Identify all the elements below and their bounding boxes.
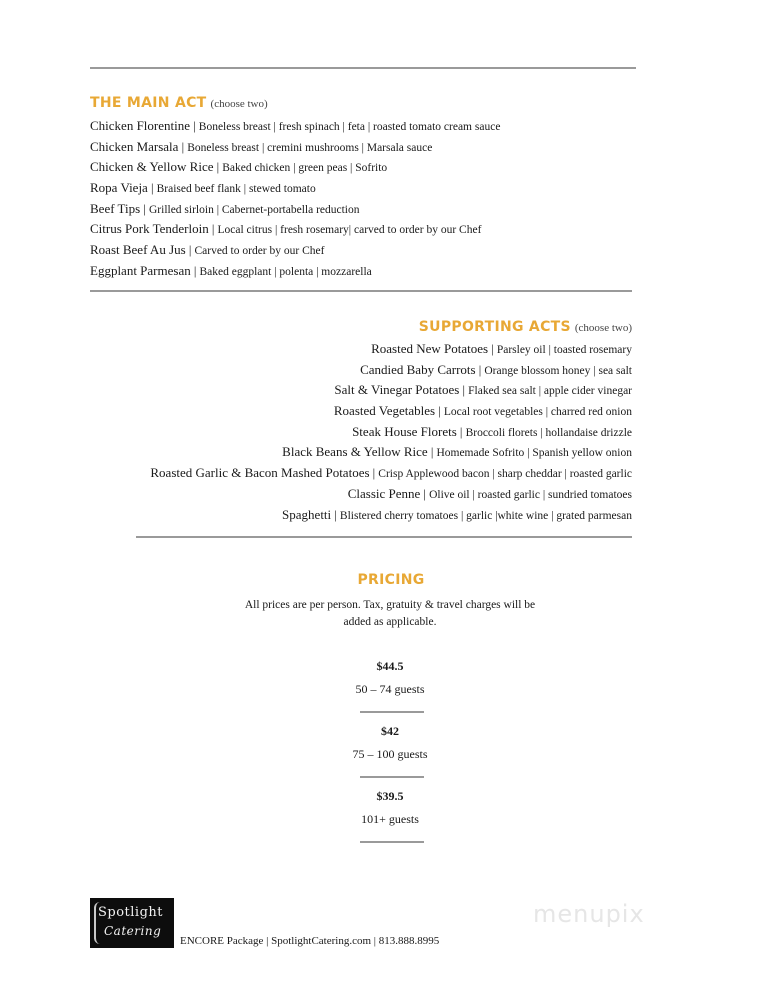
- price-tier: [330, 659, 450, 697]
- list-item: Ropa Vieja | Braised beef flank | stewed tomato: [90, 180, 316, 196]
- pricing-note: [220, 597, 560, 631]
- guest-range: 101+ guests: [361, 812, 419, 826]
- supporting-acts-note: (choose two): [574, 322, 632, 334]
- supporting-acts-divider: [136, 536, 632, 538]
- logo-line-2: Catering: [104, 924, 162, 938]
- list-item: Steak House Florets | Broccoli florets | hollandaise drizzle: [352, 423, 632, 439]
- main-act-divider: [90, 290, 632, 292]
- price-tier: [330, 724, 450, 762]
- price-value: $44.5: [376, 659, 404, 673]
- guest-range: 75 – 100 guests: [352, 747, 428, 761]
- list-item: Citrus Pork Tenderloin | Local citrus | fresh rosemary| carved to order by our Chef: [90, 221, 482, 237]
- list-item: Spaghetti | Blistered cherry tomatoes | garlic |white wine | grated parmesan: [282, 506, 632, 522]
- pricing-heading: [0, 571, 768, 589]
- pricing-note-line: All prices are per person. Tax, gratuity & travel charges will be: [244, 599, 536, 611]
- main-act-heading: [90, 94, 268, 112]
- list-item: Classic Penne | Olive oil | roasted garlic | sundried tomatoes: [347, 485, 632, 501]
- list-item: Chicken Marsala | Boneless breast | cremini mushrooms | Marsala sauce: [90, 138, 433, 154]
- pricing-note-line: added as applicable.: [343, 616, 437, 628]
- logo-line-1: Spotlight: [98, 905, 164, 920]
- price-value: $39.5: [376, 789, 404, 803]
- list-item: Chicken & Yellow Rice | Baked chicken | green peas | Sofrito: [90, 159, 388, 175]
- pricing-title: PRICING: [357, 572, 425, 588]
- guest-range: 50 – 74 guests: [355, 682, 425, 696]
- list-item: Chicken Florentine | Boneless breast | fresh spinach | feta | roasted tomato cream sauce: [90, 118, 501, 133]
- list-item: Candied Baby Carrots | Orange blossom honey | sea salt: [360, 361, 632, 377]
- list-item: Beef Tips | Grilled sirloin | Cabernet-portabella reduction: [90, 200, 360, 216]
- list-item: Salt & Vinegar Potatoes | Flaked sea salt | apple cider vinegar: [334, 382, 632, 398]
- footer-text: ENCORE Package | SpotlightCatering.com | 813.888.8995: [180, 935, 440, 947]
- list-item: Black Beans & Yellow Rice | Homemade Sofrito | Spanish yellow onion: [282, 444, 632, 460]
- list-item: Roasted Vegetables | Local root vegetables | charred red onion: [333, 403, 632, 419]
- price-divider: [360, 711, 424, 713]
- list-item: Eggplant Parmesan | Baked eggplant | polenta | mozzarella: [90, 262, 372, 278]
- price-value: $42: [381, 724, 399, 738]
- supporting-acts-list: [150, 339, 632, 525]
- list-item: Roasted Garlic & Bacon Mashed Potatoes | Crisp Applewood bacon | sharp cheddar | roasted garlic: [150, 465, 632, 481]
- price-divider: [360, 841, 424, 843]
- supporting-acts-heading: [419, 318, 632, 336]
- main-act-note: (choose two): [210, 98, 268, 110]
- price-divider: [360, 776, 424, 778]
- main-act-list: [90, 116, 500, 282]
- list-item: Roast Beef Au Jus | Carved to order by our Chef: [90, 242, 325, 258]
- spotlight-catering-logo: [90, 898, 174, 948]
- main-act-title: THE MAIN ACT: [90, 95, 207, 111]
- price-tier: [330, 789, 450, 827]
- top-divider: [90, 67, 636, 69]
- supporting-acts-title: SUPPORTING ACTS: [418, 319, 571, 335]
- menupix-watermark: menupix: [533, 900, 645, 928]
- list-item: Roasted New Potatoes | Parsley oil | toasted rosemary: [371, 341, 632, 356]
